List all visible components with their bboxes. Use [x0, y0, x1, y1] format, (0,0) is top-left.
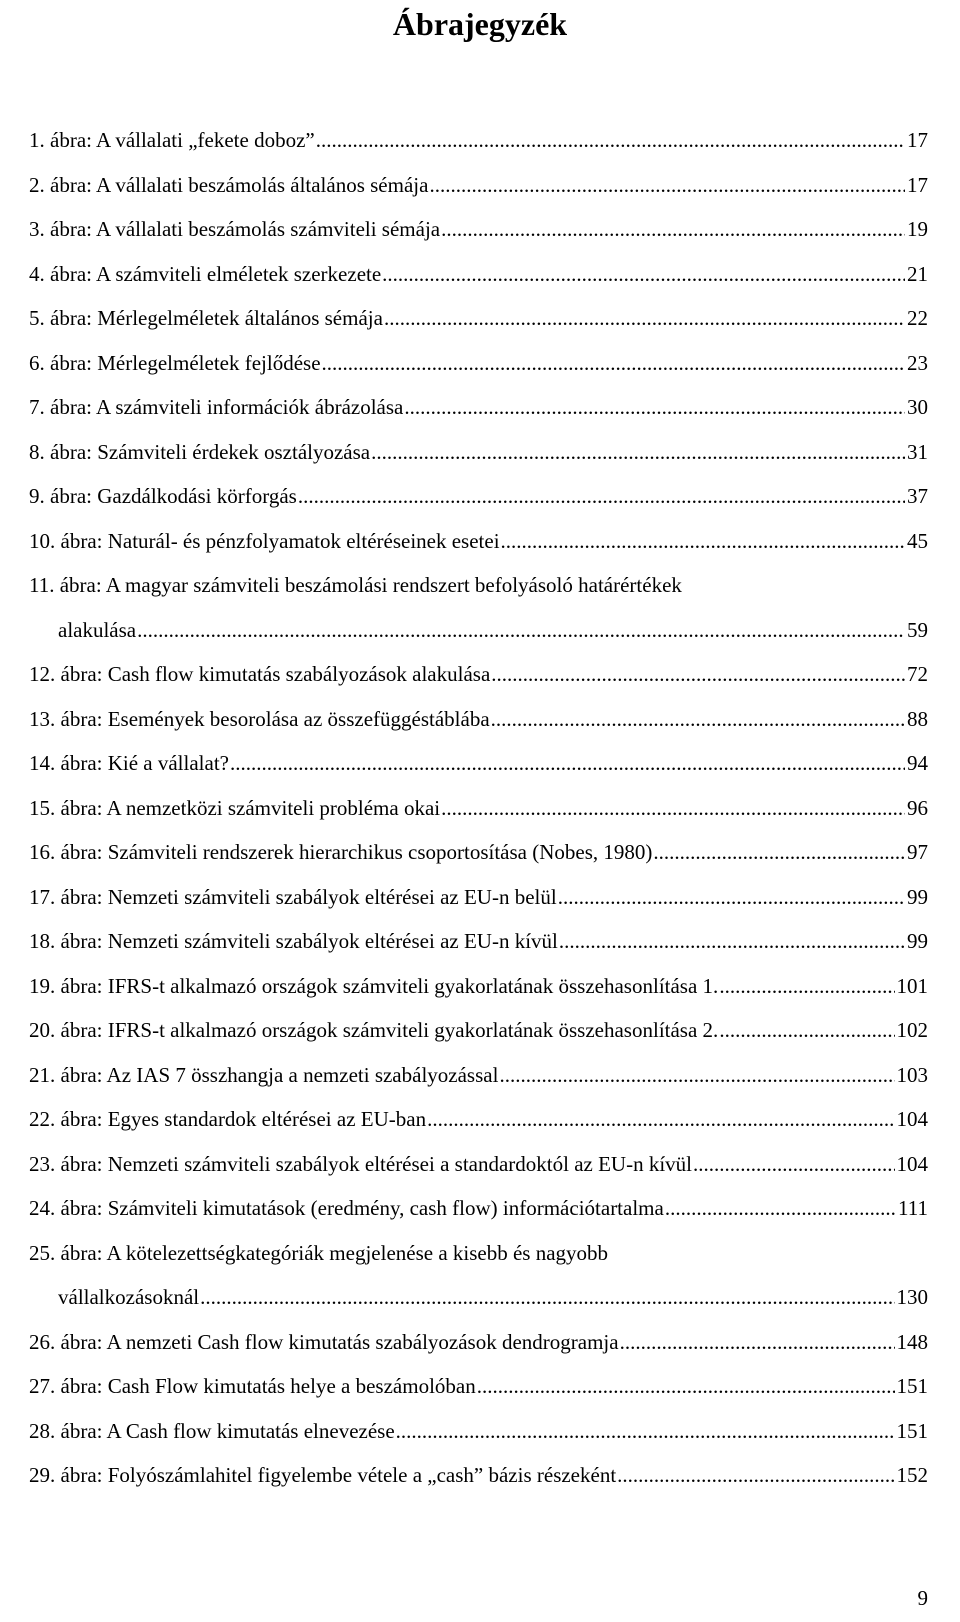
- toc-entry[interactable]: [29, 1053, 928, 1098]
- leader-dots: [559, 919, 905, 964]
- toc-entry[interactable]: [29, 1409, 928, 1454]
- toc-entry-page: 99: [907, 884, 928, 909]
- toc-entry-page: 97: [907, 840, 928, 864]
- toc-entry-page: 151: [896, 1418, 928, 1443]
- leader-dots: [371, 430, 905, 475]
- leader-dots: [617, 1453, 894, 1498]
- toc-entry-text: 12. ábra: Cash flow kimutatás szabályozások alakulása: [29, 662, 491, 686]
- toc-entry-text: 15. ábra: A nemzetközi számviteli probléma okai: [29, 795, 441, 820]
- toc-entry[interactable]: [29, 296, 928, 341]
- leader-dots: [477, 1364, 895, 1409]
- toc-entry-text: 20. ábra: IFRS-t alkalmazó országok számviteli gyakorlatának összehasonlítása 2.: [29, 1018, 719, 1042]
- leader-dots: [316, 118, 905, 163]
- toc-entry[interactable]: [29, 1453, 928, 1498]
- toc-entry-page: 23: [907, 350, 928, 375]
- toc-entry-page: 99: [907, 929, 928, 953]
- toc-entry[interactable]: [29, 697, 928, 742]
- leader-dots: [429, 163, 905, 208]
- toc-entry-text: alakulása: [58, 617, 137, 642]
- toc-entry-text: 19. ábra: IFRS-t alkalmazó országok számviteli gyakorlatának összehasonlítása 1.: [29, 973, 719, 998]
- toc-entry[interactable]: [29, 964, 928, 1009]
- toc-entry-text: 23. ábra: Nemzeti számviteli szabályok eltérései a standardoktól az EU-n kívül: [29, 1151, 693, 1176]
- toc-entry-page: 37: [907, 484, 928, 508]
- leader-dots: [427, 1097, 894, 1142]
- leader-dots: [396, 1409, 895, 1454]
- page-number: 9: [917, 1586, 928, 1610]
- toc-entry[interactable]: [29, 474, 928, 519]
- toc-entry[interactable]: [29, 1320, 928, 1365]
- leader-dots: [384, 296, 905, 341]
- toc-entry-page: 148: [896, 1329, 928, 1354]
- toc-entry-page: 22: [907, 306, 928, 330]
- toc-entry-text: 5. ábra: Mérlegelméletek általános sémája: [29, 306, 383, 330]
- toc-entry-text: 13. ábra: Események besorolása az összefüggéstáblába: [29, 706, 490, 731]
- toc-entry[interactable]: [29, 1364, 928, 1409]
- toc-entry[interactable]: [29, 1275, 928, 1320]
- toc-entry-page: 21: [907, 261, 928, 286]
- toc-entry-text: 16. ábra: Számviteli rendszerek hierarchikus csoportosítása (Nobes, 1980): [29, 840, 653, 864]
- toc-entry-page: 111: [898, 1196, 928, 1220]
- toc-entry-page: 31: [907, 439, 928, 464]
- toc-entry-text: 17. ábra: Nemzeti számviteli szabályok eltérései az EU-n belül: [29, 884, 557, 909]
- toc-entry[interactable]: [29, 1097, 928, 1142]
- toc-entry[interactable]: [29, 875, 928, 920]
- toc-entry-page: 17: [907, 172, 928, 197]
- leader-dots: [404, 385, 905, 430]
- toc-entry[interactable]: [29, 163, 928, 208]
- toc-entry-text: 29. ábra: Folyószámlahitel figyelembe vétele a „cash” bázis részeként: [29, 1463, 617, 1487]
- leader-dots: [491, 697, 905, 742]
- toc-entry[interactable]: [29, 519, 928, 564]
- leader-dots: [491, 652, 905, 697]
- toc-entry-text: 28. ábra: A Cash flow kimutatás elnevezése: [29, 1418, 395, 1443]
- toc-entry[interactable]: [29, 741, 928, 786]
- toc-entry-text: 6. ábra: Mérlegelméletek fejlődése: [29, 350, 321, 375]
- toc-entry-page: 102: [896, 1018, 928, 1042]
- toc-entry-page: 94: [907, 751, 928, 775]
- toc-entry-line1[interactable]: 25. ábra: A kötelezettségkategóriák megjelenése a kisebb és nagyobb: [29, 1240, 609, 1265]
- leader-dots: [382, 252, 905, 297]
- toc-entry-page: 72: [907, 662, 928, 686]
- toc-entry-page: 101: [896, 973, 928, 998]
- leader-dots: [137, 608, 905, 653]
- toc-entry[interactable]: [29, 1186, 928, 1231]
- toc-entry-text: 24. ábra: Számviteli kimutatások (eredmény, cash flow) információtartalma: [29, 1196, 664, 1220]
- toc-entry[interactable]: [29, 118, 928, 163]
- leader-dots: [693, 1142, 894, 1187]
- toc-entry-text: 10. ábra: Naturál- és pénzfolyamatok eltéréseinek esetei: [29, 528, 500, 553]
- toc-entry-text: 22. ábra: Egyes standardok eltérései az EU-ban: [29, 1107, 427, 1131]
- leader-dots: [230, 741, 905, 786]
- leader-dots: [719, 1008, 894, 1053]
- leader-dots: [499, 1053, 894, 1098]
- toc-entry-text: 18. ábra: Nemzeti számviteli szabályok eltérései az EU-n kívül: [29, 929, 558, 953]
- toc-entry-page: 104: [896, 1107, 928, 1131]
- toc-entry-page: 151: [896, 1374, 928, 1398]
- toc-entry-text: 7. ábra: A számviteli információk ábrázolása: [29, 395, 404, 419]
- toc-entry-page: 45: [907, 528, 928, 553]
- leader-dots: [200, 1275, 894, 1320]
- leader-dots: [558, 875, 905, 920]
- toc-entry[interactable]: [29, 1008, 928, 1053]
- leader-dots: [441, 786, 905, 831]
- toc-entry[interactable]: [29, 786, 928, 831]
- toc-entry-page: 30: [907, 395, 928, 419]
- toc-entry-text: 1. ábra: A vállalati „fekete doboz”: [29, 128, 315, 152]
- leader-dots: [298, 474, 905, 519]
- toc-entry-text: 9. ábra: Gazdálkodási körforgás: [29, 484, 297, 508]
- leader-dots: [620, 1320, 895, 1365]
- toc-entry-page: 103: [896, 1062, 928, 1087]
- toc-entry[interactable]: [29, 341, 928, 386]
- toc-entry[interactable]: [29, 919, 928, 964]
- toc-entry-page: 104: [896, 1151, 928, 1176]
- toc-entry-text: 14. ábra: Kié a vállalat?: [29, 751, 229, 775]
- toc-entry-page: 96: [907, 795, 928, 820]
- toc-entry-text: 26. ábra: A nemzeti Cash flow kimutatás szabályozások dendrogramja: [29, 1329, 619, 1354]
- toc-entry[interactable]: [29, 385, 928, 430]
- leader-dots: [501, 519, 905, 564]
- toc-entry-page: 130: [896, 1285, 928, 1309]
- toc-entry-page: 59: [907, 617, 928, 642]
- toc-entry[interactable]: [29, 830, 928, 875]
- toc-entry[interactable]: [29, 1142, 928, 1187]
- leader-dots: [665, 1186, 896, 1231]
- toc-entry[interactable]: [29, 652, 928, 697]
- leader-dots: [719, 964, 894, 1009]
- toc-entry-page: 17: [907, 128, 928, 152]
- toc-entry[interactable]: [29, 608, 928, 653]
- page-title: Ábrajegyzék: [392, 6, 568, 42]
- toc-entry-page: 152: [896, 1463, 928, 1487]
- toc-entry-text: vállalkozásoknál: [58, 1285, 200, 1309]
- toc-entry-line1[interactable]: 11. ábra: A magyar számviteli beszámolási rendszert befolyásoló határértékek: [29, 573, 682, 597]
- leader-dots: [653, 830, 905, 875]
- toc-entry-text: 4. ábra: A számviteli elméletek szerkezete: [29, 261, 382, 286]
- toc-entry-page: 88: [907, 706, 928, 731]
- toc-entry[interactable]: [29, 430, 928, 475]
- toc-entry[interactable]: [29, 252, 928, 297]
- toc-entry-text: 3. ábra: A vállalati beszámolás számviteli sémája: [29, 217, 441, 241]
- leader-dots: [441, 207, 905, 252]
- toc-entry-text: 21. ábra: Az IAS 7 összhangja a nemzeti szabályozással: [29, 1062, 499, 1087]
- toc-entry-text: 27. ábra: Cash Flow kimutatás helye a beszámolóban: [29, 1374, 476, 1398]
- toc-entry-text: 8. ábra: Számviteli érdekek osztályozása: [29, 439, 371, 464]
- toc-entry[interactable]: [29, 207, 928, 252]
- table-of-figures: [29, 118, 928, 1498]
- leader-dots: [322, 341, 905, 386]
- toc-entry-text: 2. ábra: A vállalati beszámolás általános sémája: [29, 172, 429, 197]
- toc-entry-page: 19: [907, 217, 928, 241]
